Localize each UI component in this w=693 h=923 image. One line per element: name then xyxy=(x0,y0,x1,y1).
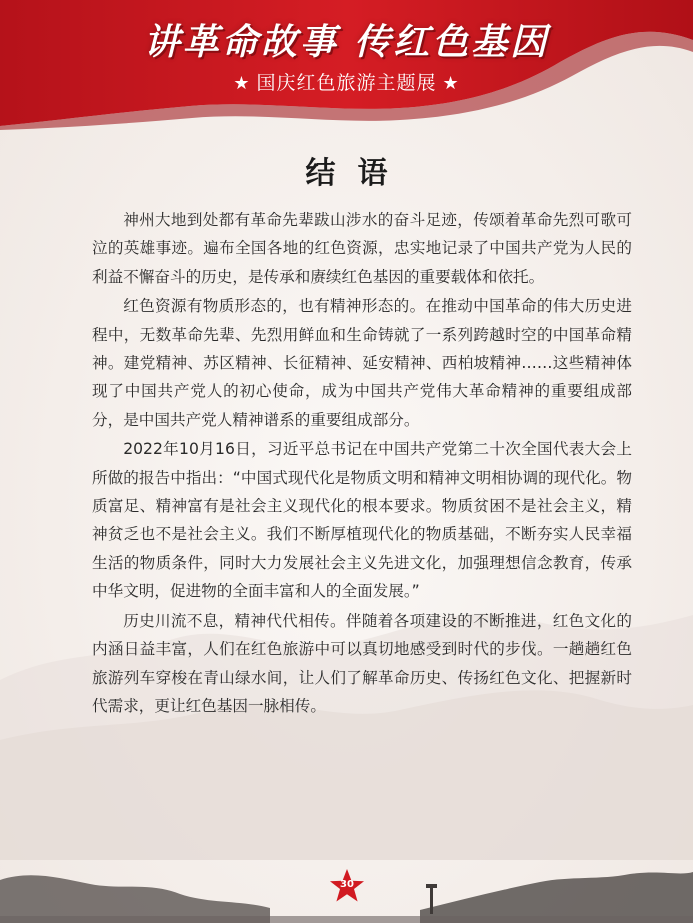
page-number-badge xyxy=(329,868,365,904)
banner-title: 讲革命故事 传红色基因 xyxy=(143,22,550,63)
page-number: 30 xyxy=(340,879,354,890)
star-icon: ★ xyxy=(233,73,251,94)
body-text xyxy=(92,206,632,721)
section-heading: 结语 xyxy=(305,156,410,191)
star-icon: ★ xyxy=(442,73,460,94)
header-banner xyxy=(0,0,693,130)
banner-subtitle xyxy=(0,68,693,95)
paragraph: 历史川流不息，精神代代相传。伴随着各项建设的不断推进，红色文化的内涵日益丰富，人们在红色旅游中可以真切地感受到时代的步伐。一趟趟红色旅游列车穿梭在青山绿水间，让人们了解革命历史、传扬红色文化、把握新时代需求，更让红色基因一脉相传。 xyxy=(92,611,632,715)
paragraph: 红色资源有物质形态的，也有精神形态的。在推动中国革命的伟大历史进程中，无数革命先辈、先烈用鲜血和生命铸就了一系列跨越时空的中国革命精神。建党精神、苏区精神、长征精神、延安精神、西柏坡精神……这些精神体现了中国共产党人的初心使命，成为中国共产党伟大革命精神的重要组成部分，是中国共产党人精神谱系的重要组成部分。 xyxy=(92,297,632,429)
paragraph: 神州大地到处都有革命先辈跋山涉水的奋斗足迹，传颂着革命先烈可歌可泣的英雄事迹。遍布全国各地的红色资源，忠实地记录了中国共产党为人民的利益不懈奋斗的历史，是传承和赓续红色基因的重要载体和依托。 xyxy=(92,211,632,286)
banner-subtitle-text: 国庆红色旅游主题展 xyxy=(256,72,437,94)
paragraph: 2022年10月16日，习近平总书记在中国共产党第二十次全国代表大会上所做的报告中指出：“中国式现代化是物质文明和精神文明相协调的现代化。物质富足、精神富有是社会主义现代化的根本要求。物质贫困不是社会主义，精神贫乏也不是社会主义。我们不断厚植现代化的物质基础，不断夯实人民幸福生活的物质条件，同时大力发展社会主义先进文化，加强理想信念教育，传承中华文明，促进物的全面丰富和人的全面发展。” xyxy=(92,440,632,601)
